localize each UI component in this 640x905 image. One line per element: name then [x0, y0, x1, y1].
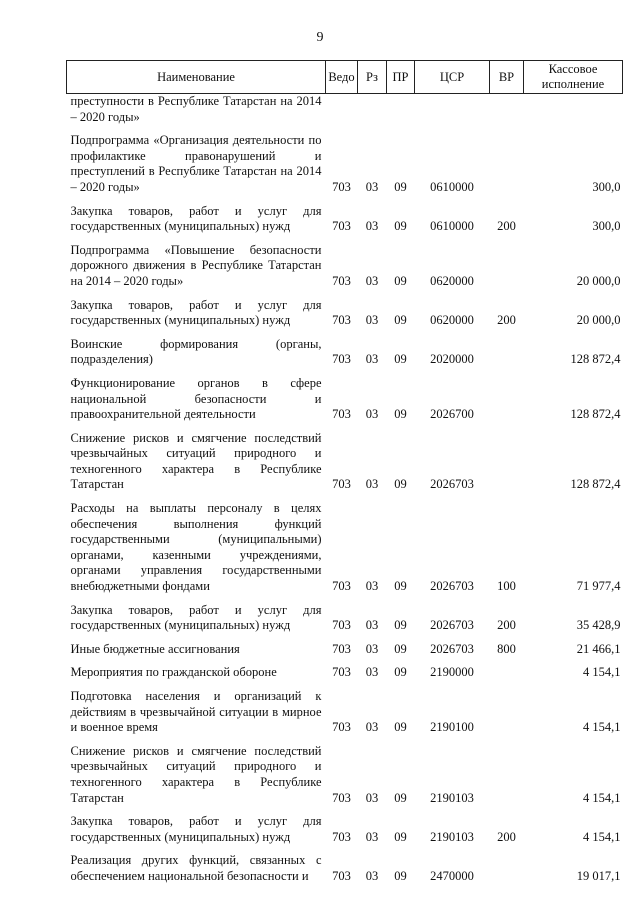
row-pr: 09 [394, 179, 407, 194]
row-name: Закупка товаров, работ и услуг для государственных (муниципальных) нужд [70, 203, 322, 234]
row-csr: 0620000 [430, 273, 474, 288]
row-ved: 703 [332, 720, 351, 735]
row-ved: 703 [332, 219, 351, 234]
row-ved: 703 [332, 477, 351, 492]
row-csr: 0610000 [430, 179, 474, 194]
row-ved: 703 [332, 352, 351, 367]
row-ved: 703 [332, 829, 351, 844]
row-name: Функционирование органов в сфере национальной безопасности и правоохранительной деятельности [70, 375, 322, 422]
row-csr: 2026703 [430, 641, 474, 656]
row-name: Снижение рисков и смягчение последствий чрезвычайных ситуаций природного и техногенного характера в Республике Татарстан [70, 430, 322, 492]
row-csr: 2026703 [430, 477, 474, 492]
row-vr: 200 [497, 313, 516, 328]
row-csr: 2026700 [430, 407, 474, 422]
table-row [67, 657, 623, 681]
row-csr: 2470000 [430, 868, 474, 883]
row-vr [490, 329, 524, 368]
row-vr: 200 [497, 618, 516, 633]
row-name: Воинские формирования (органы, подразделения) [70, 336, 322, 367]
row-pr: 09 [394, 407, 407, 422]
row-rz: 03 [365, 790, 379, 805]
row-pr: 09 [394, 477, 407, 492]
row-sum: 4 154,1 [583, 829, 621, 844]
row-rz: 03 [365, 477, 379, 492]
row-vr: 200 [497, 829, 516, 844]
row-sum: 20 000,0 [576, 313, 621, 328]
row-ved [326, 94, 358, 126]
row-name: Закупка товаров, работ и услуг для государственных (муниципальных) нужд [70, 297, 322, 328]
header-pr: ПР [387, 61, 415, 94]
row-pr: 09 [394, 273, 407, 288]
table-row [67, 806, 623, 845]
table-header-row [67, 61, 623, 94]
row-vr [490, 423, 524, 493]
row-csr: 2020000 [430, 352, 474, 367]
row-csr [415, 94, 490, 126]
row-ved: 703 [332, 313, 351, 328]
row-sum: 4 154,1 [583, 720, 621, 735]
row-rz [358, 94, 387, 126]
row-vr: 100 [497, 579, 516, 594]
row-csr: 0610000 [430, 219, 474, 234]
row-rz: 03 [365, 352, 379, 367]
row-name: Снижение рисков и смягчение последствий чрезвычайных ситуаций природного и техногенного характера в Республике Татарстан [70, 743, 322, 805]
table-row [67, 196, 623, 235]
row-rz: 03 [365, 313, 379, 328]
header-ved: Ведо [326, 61, 358, 94]
row-rz: 03 [365, 219, 379, 234]
row-sum: 4 154,1 [583, 790, 621, 805]
row-csr: 2190103 [430, 829, 474, 844]
row-name: Расходы на выплаты персоналу в целях обеспечения выполнения функций государственными (муниципальными) органами, казенными учреждениями, органами управления государственными внебюджетными фондами [70, 501, 322, 594]
row-vr [490, 125, 524, 195]
row-pr: 09 [394, 313, 407, 328]
table-row [67, 94, 623, 126]
table-row [67, 493, 623, 595]
table-row [67, 634, 623, 658]
row-rz: 03 [365, 641, 379, 656]
row-ved: 703 [332, 665, 351, 680]
row-pr: 09 [394, 579, 407, 594]
table-row [67, 125, 623, 195]
row-pr: 09 [394, 618, 407, 633]
table-row [67, 235, 623, 290]
row-vr [490, 94, 524, 126]
row-ved: 703 [332, 407, 351, 422]
row-pr: 09 [394, 720, 407, 735]
row-name: Закупка товаров, работ и услуг для государственных (муниципальных) нужд [70, 602, 322, 633]
row-pr: 09 [394, 665, 407, 680]
row-sum: 300,0 [592, 219, 621, 234]
row-sum: 300,0 [592, 179, 621, 194]
table-row [67, 595, 623, 634]
row-vr [490, 235, 524, 290]
row-sum: 128 872,4 [570, 352, 621, 367]
table-row [67, 290, 623, 329]
row-vr [490, 368, 524, 423]
row-pr: 09 [394, 790, 407, 805]
row-vr: 800 [497, 641, 516, 656]
row-rz: 03 [365, 273, 379, 288]
row-sum: 4 154,1 [583, 665, 621, 680]
row-rz: 03 [365, 829, 379, 844]
row-ved: 703 [332, 179, 351, 194]
row-sum: 21 466,1 [576, 641, 621, 656]
row-vr [490, 681, 524, 736]
row-vr [490, 736, 524, 806]
row-sum: 71 977,4 [576, 579, 621, 594]
header-sum: Кассовое исполнение [524, 61, 623, 94]
row-csr: 2190103 [430, 790, 474, 805]
header-vr: ВР [490, 61, 524, 94]
row-sum: 128 872,4 [570, 407, 621, 422]
row-pr: 09 [394, 352, 407, 367]
table-row [67, 423, 623, 493]
row-ved: 703 [332, 790, 351, 805]
row-ved: 703 [332, 273, 351, 288]
row-pr [387, 94, 415, 126]
budget-table [66, 60, 623, 885]
row-csr: 0620000 [430, 313, 474, 328]
row-rz: 03 [365, 618, 379, 633]
row-name: преступности в Республике Татарстан на 2014 – 2020 годы» [70, 94, 322, 124]
row-sum [524, 94, 623, 126]
table-row [67, 681, 623, 736]
row-ved: 703 [332, 579, 351, 594]
row-csr: 2190000 [430, 665, 474, 680]
row-rz: 03 [365, 579, 379, 594]
row-sum: 20 000,0 [576, 273, 621, 288]
row-name: Подпрограмма «Повышение безопасности дорожного движения в Республике Татарстан на 2014 – 2020 годы» [70, 242, 322, 288]
row-vr: 200 [497, 219, 516, 234]
row-ved: 703 [332, 868, 351, 883]
row-rz: 03 [365, 665, 379, 680]
row-pr: 09 [394, 868, 407, 883]
row-name: Иные бюджетные ассигнования [70, 641, 240, 656]
row-vr [490, 657, 524, 681]
row-pr: 09 [394, 641, 407, 656]
row-name: Закупка товаров, работ и услуг для государственных (муниципальных) нужд [70, 814, 322, 844]
row-csr: 2026703 [430, 618, 474, 633]
row-rz: 03 [365, 868, 379, 883]
row-ved: 703 [332, 618, 351, 633]
table-row [67, 845, 623, 884]
row-csr: 2026703 [430, 579, 474, 594]
header-rz: Рз [358, 61, 387, 94]
row-vr [490, 845, 524, 884]
row-rz: 03 [365, 720, 379, 735]
table-row [67, 736, 623, 806]
row-ved: 703 [332, 641, 351, 656]
header-name: Наименование [67, 61, 326, 94]
row-sum: 128 872,4 [570, 477, 621, 492]
table-row [67, 329, 623, 368]
row-name: Реализация других функций, связанных с обеспечением национальной безопасности и [70, 853, 322, 883]
row-csr: 2190100 [430, 720, 474, 735]
row-pr: 09 [394, 829, 407, 844]
row-rz: 03 [365, 407, 379, 422]
row-sum: 19 017,1 [576, 868, 621, 883]
page-number: 9 [316, 30, 324, 45]
header-csr: ЦСР [415, 61, 490, 94]
row-rz: 03 [365, 179, 379, 194]
row-name: Подготовка населения и организаций к действиям в чрезвычайной ситуации в мирное и военное время [70, 689, 322, 735]
row-sum: 35 428,9 [576, 618, 621, 633]
table-row [67, 368, 623, 423]
row-pr: 09 [394, 219, 407, 234]
row-name: Подпрограмма «Организация деятельности по профилактике правонарушений и преступлений в Республике Татарстан на 2014 – 2020 годы» [70, 133, 322, 194]
row-name: Мероприятия по гражданской обороне [70, 665, 277, 680]
